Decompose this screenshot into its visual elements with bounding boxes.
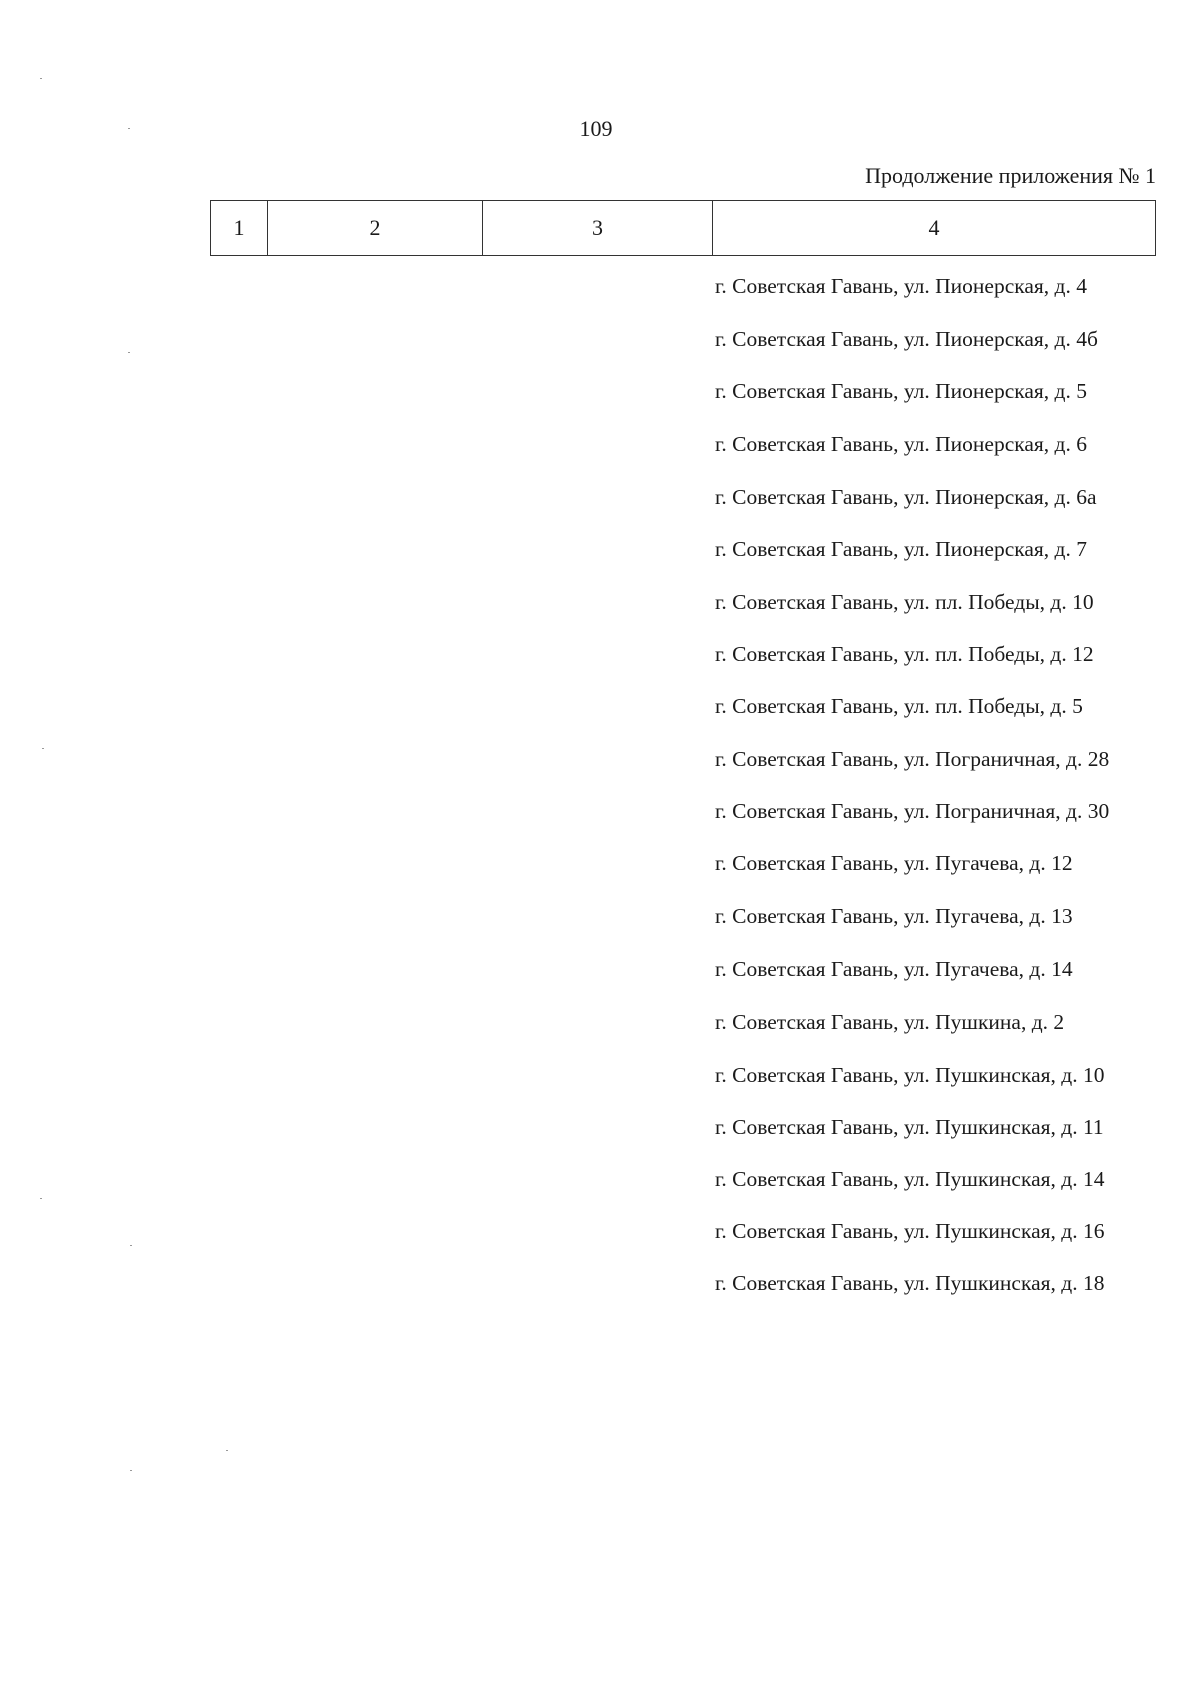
- page-number: 109: [579, 116, 613, 141]
- address-item: г. Советская Гавань, ул. Пушкина, д. 2: [715, 1010, 1065, 1034]
- address-item: г. Советская Гавань, ул. Пионерская, д. 6а: [715, 485, 1097, 509]
- column-header-3: 3: [483, 201, 713, 256]
- scan-speck: [130, 1470, 132, 1471]
- address-item: г. Советская Гавань, ул. Пушкинская, д. 11: [715, 1115, 1104, 1139]
- address-list: [715, 275, 1160, 1324]
- address-item: г. Советская Гавань, ул. Пионерская, д. 7: [715, 537, 1087, 561]
- address-item: г. Советская Гавань, ул. пл. Победы, д. 5: [715, 694, 1083, 718]
- address-item: г. Советская Гавань, ул. пл. Победы, д. 12: [715, 642, 1094, 666]
- scan-speck: [40, 78, 42, 79]
- column-header-4: 4: [713, 201, 1156, 256]
- address-item: г. Советская Гавань, ул. Пионерская, д. 4б: [715, 327, 1098, 351]
- scan-speck: [42, 748, 44, 749]
- address-item: г. Советская Гавань, ул. Пушкинская, д. 18: [715, 1271, 1105, 1295]
- scan-speck: [128, 352, 130, 353]
- address-item: г. Советская Гавань, ул. Пушкинская, д. 14: [715, 1167, 1105, 1191]
- appendix-note: Продолжение приложения № 1: [865, 163, 1156, 188]
- address-item: г. Советская Гавань, ул. Пограничная, д. 28: [715, 747, 1110, 771]
- table-header-row: [211, 201, 1156, 256]
- table-header: [210, 200, 1156, 256]
- address-item: г. Советская Гавань, ул. Пугачева, д. 12: [715, 851, 1073, 875]
- scan-speck: [128, 128, 130, 129]
- scan-speck: [226, 1450, 228, 1451]
- address-item: г. Советская Гавань, ул. Пионерская, д. 4: [715, 274, 1087, 298]
- address-item: г. Советская Гавань, ул. пл. Победы, д. 10: [715, 590, 1094, 614]
- address-item: г. Советская Гавань, ул. Пушкинская, д. 16: [715, 1219, 1105, 1243]
- address-item: г. Советская Гавань, ул. Пионерская, д. 5: [715, 379, 1087, 403]
- address-item: г. Советская Гавань, ул. Пионерская, д. 6: [715, 432, 1087, 456]
- address-item: г. Советская Гавань, ул. Пугачева, д. 14: [715, 957, 1073, 981]
- address-item: г. Советская Гавань, ул. Пушкинская, д. 10: [715, 1063, 1105, 1087]
- address-item: г. Советская Гавань, ул. Пограничная, д. 30: [715, 799, 1110, 823]
- column-header-1: 1: [211, 201, 268, 256]
- scan-speck: [40, 1198, 42, 1199]
- scan-speck: [130, 1245, 132, 1246]
- column-header-2: 2: [268, 201, 483, 256]
- address-item: г. Советская Гавань, ул. Пугачева, д. 13: [715, 904, 1073, 928]
